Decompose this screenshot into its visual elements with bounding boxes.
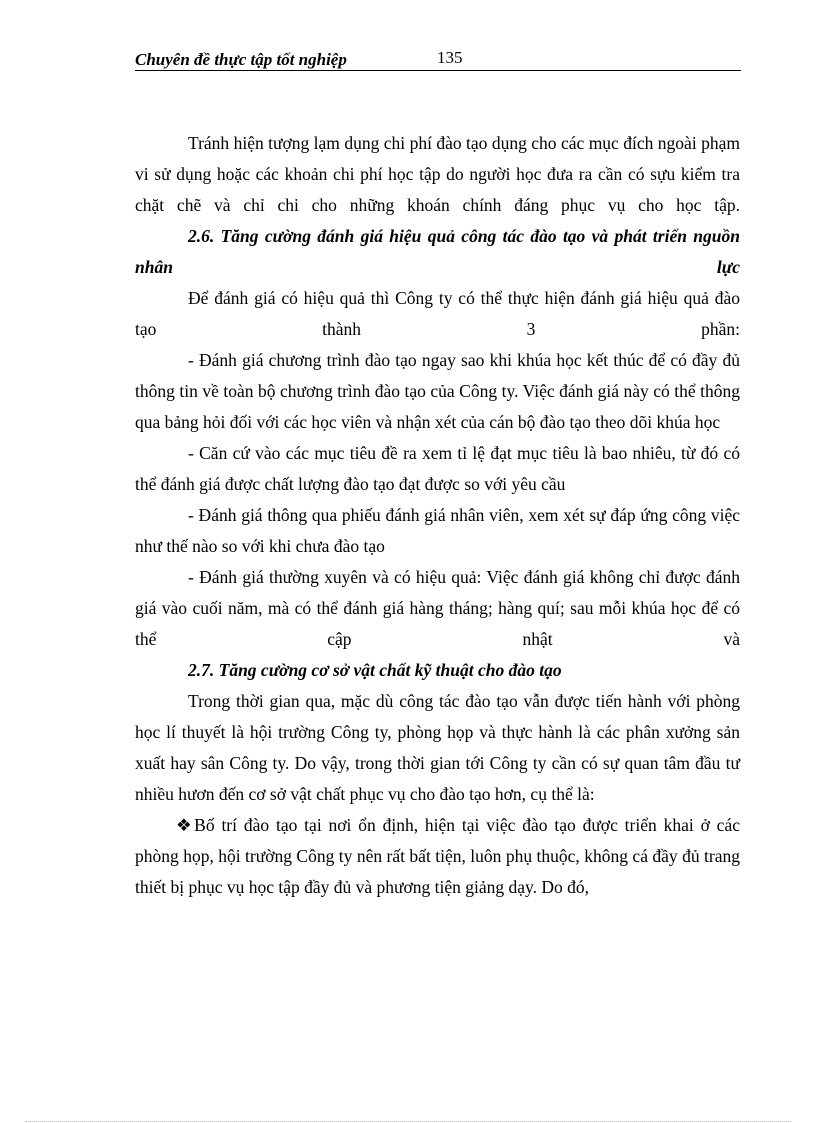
page-bottom-divider <box>25 1121 791 1122</box>
paragraph-cost-control: Tránh hiện tượng lạm dụng chi phí đào tạo dụng cho các mục đích ngoài phạm vi sử dụng hoặc các khoản chi phí học tập do người học đưa ra cần có sựu kiểm tra chặt chẽ và chỉ chi cho những khoán chính đáng phục vụ cho học tập. <box>135 133 740 215</box>
list-item-evaluation-3: - Đánh giá thông qua phiếu đánh giá nhân viên, xem xét sự đáp ứng công việc như thế nào so với khi chưa đào tạo <box>135 505 740 556</box>
list-item-evaluation-2: - Căn cứ vào các mục tiêu đề ra xem tỉ lệ đạt mục tiêu là bao nhiêu, từ đó có thể đánh giá được chất lượng đào tạo đạt được so với yêu cầu <box>135 443 740 494</box>
list-item-evaluation-4: - Đánh giá thường xuyên và có hiệu quả: Việc đánh giá không chỉ được đánh giá vào cuối năm, mà có thể đánh giá hàng tháng; hàng quí; sau mỗi khúa học để có thể cập nhật và <box>135 567 740 649</box>
header-title: Chuyên đề thực tập tốt nghiệp <box>135 50 347 69</box>
bullet-paragraph-location <box>135 810 740 903</box>
document-body <box>135 128 740 903</box>
page-number: 135 <box>437 48 463 67</box>
bullet-text: Bố trí đào tạo tại nơi ổn định, hiện tại việc đào tạo được triển khai ở các phòng họp, hội trường Công ty nên rất bất tiện, luôn phụ thuộc, không cá đầy đủ trang thiết bị phục vụ học tập đầy đủ và phương tiện giảng dạy. Do đó, <box>135 815 740 897</box>
heading-2-6: 2.6. Tăng cường đánh giá hiệu quả công tác đào tạo và phát triển nguồn nhân lực <box>135 226 740 277</box>
diamond-bullet-icon: ❖ <box>176 815 195 835</box>
paragraph-evaluation-intro: Để đánh giá có hiệu quả thì Công ty có thể thực hiện đánh giá hiệu quả đào tạo thành 3 phần: <box>135 288 740 339</box>
heading-2-7: 2.7. Tăng cường cơ sở vật chất kỹ thuật cho đào tạo <box>188 660 562 680</box>
page-header <box>135 44 741 71</box>
list-item-evaluation-1: - Đánh giá chương trình đào tạo ngay sao khi khúa học kết thúc để có đầy đủ thông tin về toàn bộ chương trình đào tạo của Công ty. Việc đánh giá này có thể thông qua bảng hỏi đối với các học viên và nhận xét của cán bộ đào tạo theo dõi khúa học <box>135 350 740 432</box>
paragraph-facilities: Trong thời gian qua, mặc dù công tác đào tạo vẫn được tiến hành với phòng học lí thuyết là hội trường Công ty, phòng họp và thực hành là các phân xưởng sản xuất hay sân Công ty. Do vậy, trong thời gian tới Công ty cần có sự quan tâm đầu tư nhiều hươn đến cơ sở vật chất phục vụ cho đào tạo hơn, cụ thể là: <box>135 691 740 804</box>
